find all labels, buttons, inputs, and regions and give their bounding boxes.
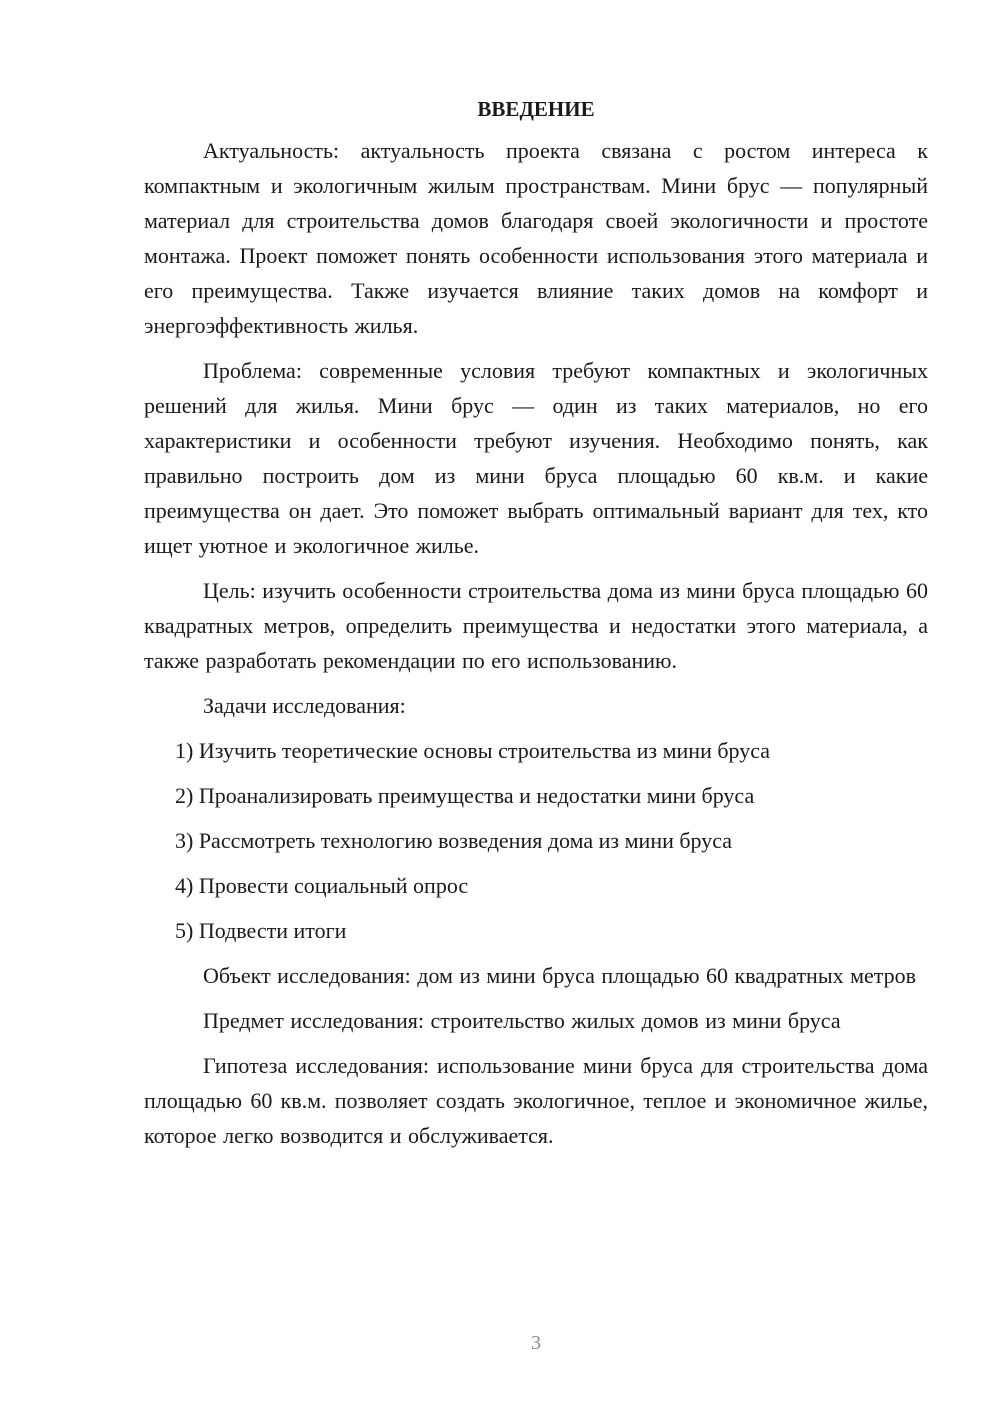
task-item: 1) Изучить теоретические основы строительства из мини бруса <box>175 738 771 763</box>
task-item: 5) Подвести итоги <box>175 918 347 943</box>
task-item: 4) Провести социальный опрос <box>175 873 469 898</box>
page-number: 3 <box>531 1332 541 1354</box>
paragraph-problem: Проблема: современные условия требуют компактных и экологичных решений для жилья. Мини брус — один из таких материалов, но его характеристики и особенности требуют изучения. Необходимо понять, как правильно построить дом из мини бруса площадью 60 кв.м. и какие преимущества он дает. Это поможет выбрать оптимальный вариант для тех, кто ищет уютное и экологичное жилье. <box>144 358 928 558</box>
paragraph-hypothesis: Гипотеза исследования: использование мини бруса для строительства дома площадью 60 кв.м. позволяет создать экологичное, теплое и экономичное жилье, которое легко возводится и обслуживается. <box>144 1053 928 1148</box>
tasks-heading: Задачи исследования: <box>203 693 406 718</box>
paragraph-relevance: Актуальность: актуальность проекта связана с ростом интереса к компактным и экологичным жилым пространствам. Мини брус — популярный материал для строительства домов благодаря своей экологичности и простоте монтажа. Проект поможет понять особенности использования этого материала и его преимущества. Также изучается влияние таких домов на комфорт и энергоэффективность жилья. <box>144 138 928 338</box>
task-item: 3) Рассмотреть технологию возведения дома из мини бруса <box>175 828 733 853</box>
section-title: ВВЕДЕНИЕ <box>477 97 595 121</box>
task-item: 2) Проанализировать преимущества и недостатки мини бруса <box>175 783 755 808</box>
paragraph-object: Объект исследования: дом из мини бруса площадью 60 квадратных метров <box>203 963 917 988</box>
document-page <box>144 92 928 1163</box>
paragraph-goal: Цель: изучить особенности строительства дома из мини бруса площадью 60 квадратных метров, определить преимущества и недостатки этого материала, а также разработать рекомендации по его использованию. <box>144 578 928 673</box>
paragraph-subject: Предмет исследования: строительство жилых домов из мини бруса <box>203 1008 841 1033</box>
tasks-list <box>144 733 928 948</box>
